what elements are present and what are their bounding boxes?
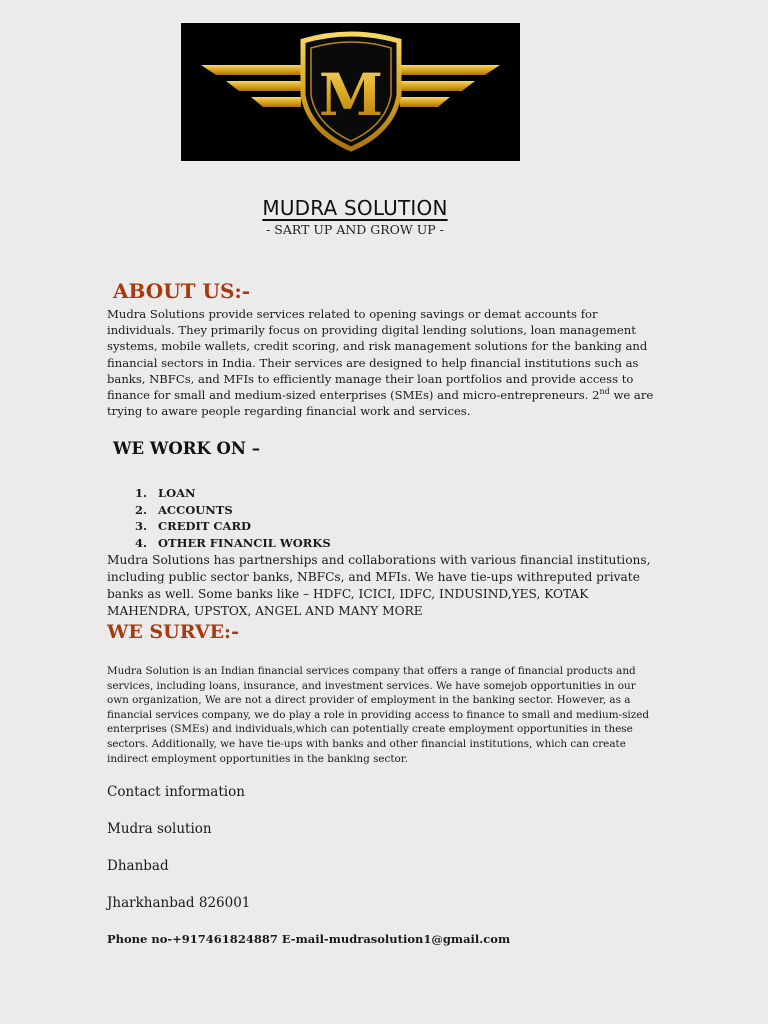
serve-paragraph: Mudra Solution is an Indian financial services company that offers a range of financial products and services, including loans, insurance, and investment services. We have somejob opportunities in our own organization, We are not a direct provider of employment in the banking sector. However, as a financial services company, we do play a role in providing access to finance to small and medium-sized enterprises (SMEs) and individuals,which can potentially create employment opportunities in these sectors. Additionally, we have tie-ups with banks and other financial institutions, which can create indirect employment opportunities in the banking sector. bbox=[107, 665, 650, 765]
list-item bbox=[135, 535, 331, 552]
list-number: 2. bbox=[135, 502, 148, 517]
about-heading: ABOUT US:- bbox=[113, 279, 251, 303]
tagline: - SART UP AND GROW UP - bbox=[266, 222, 444, 237]
list-number: 1. bbox=[135, 486, 148, 500]
list-item bbox=[135, 485, 331, 502]
contact-name: Mudra solution bbox=[107, 821, 212, 837]
contact-state: Jharkhanbad 826001 bbox=[107, 895, 251, 911]
about-text: Mudra Solutions provide services related to opening savings or demat accounts for individuals. They primarily focus on providing digital lending solutions, loan management systems, mobile wallets, credit scoring, and risk management solutions for the banking and financial sectors in India. Their services are designed to help financial institutions such as banks, NBFCs, and MFIs to efficiently manage their loan portfolios and provide access to finance for small and medium-sized enterprises (SMEs) and micro-entrepreneurs. 2 bbox=[107, 307, 648, 403]
list-label: LOAN bbox=[158, 486, 196, 500]
list-label: OTHER FINANCIL WORKS bbox=[158, 535, 331, 550]
list-label: ACCOUNTS bbox=[158, 502, 233, 517]
header bbox=[0, 196, 710, 237]
winged-shield-logo-icon bbox=[181, 23, 520, 161]
about-text-end: we are trying to aware people regarding financial work and services. bbox=[107, 388, 654, 419]
list-item bbox=[135, 518, 331, 535]
work-list bbox=[135, 485, 331, 551]
svg-text:M: M bbox=[318, 61, 384, 129]
contact-heading: Contact information bbox=[107, 784, 245, 800]
list-number: 3. bbox=[135, 519, 148, 533]
page-title: MUDRA SOLUTION bbox=[262, 196, 448, 220]
list-label: CREDIT CARD bbox=[158, 519, 251, 533]
work-heading: WE WORK ON – bbox=[113, 439, 261, 458]
contact-phone-email: Phone no-+917461824887 E-mail-mudrasolution1@gmail.com bbox=[107, 932, 511, 946]
list-item bbox=[135, 502, 331, 519]
company-logo bbox=[181, 23, 520, 161]
serve-heading: WE SURVE:- bbox=[107, 621, 239, 643]
about-superscript: nd bbox=[599, 387, 610, 397]
list-number: 4. bbox=[135, 535, 148, 550]
partners-paragraph: Mudra Solutions has partnerships and collaborations with various financial institutions, including public sector banks, NBFCs, and MFIs. We have tie-ups withreputed private banks as well. Some banks like – HDFC, ICICI, IDFC, INDUSIND,YES, KOTAK MAHENDRA, UPSTOX, ANGEL AND MANY MORE bbox=[107, 553, 651, 618]
contact-city: Dhanbad bbox=[107, 858, 169, 874]
about-paragraph bbox=[107, 306, 659, 419]
